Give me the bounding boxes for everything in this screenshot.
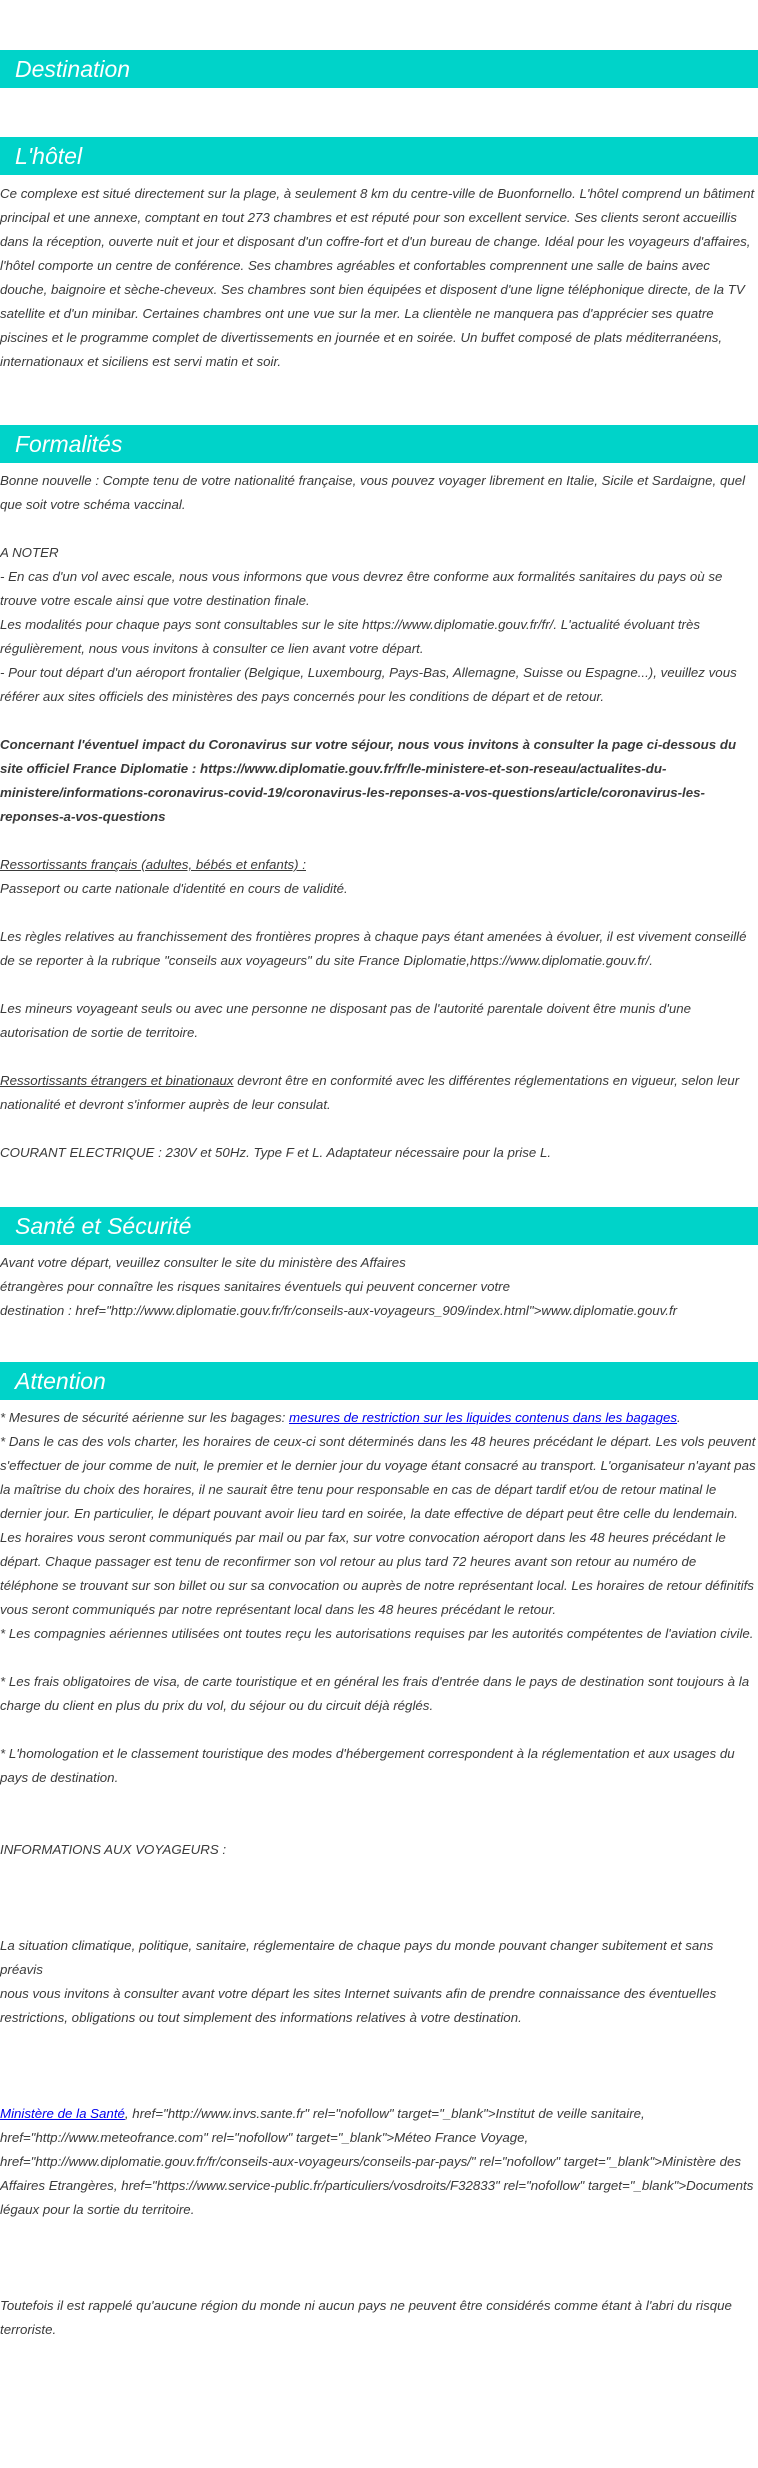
formalites-note-escale: - En cas d'un vol avec escale, nous vous informons que vous devrez être conforme aux formalités sanitaires du pays où se trouve votre escale ainsi que votre destination finale. [0,569,723,608]
sante-line-2: étrangères pour connaître les risques sanitaires éventuels qui peuvent concerner votre [0,1279,511,1294]
section-title-hotel: L'hôtel [0,137,758,175]
formalites-frontieres: Les règles relatives au franchissement des frontières propres à chaque pays étant amenées à évoluer, il est vivement conseillé de se reporter à la rubrique "conseils aux voyageurs" du site France Diplomatie,https://www.diplomatie.gouv.fr/. [0,929,747,968]
ressortissants-etrangers-text: devront être en conformité avec les différentes réglementations en vigueur, selon leur nationalité et devront s'informer auprès de leur consulat. [0,1073,740,1112]
formalites-note-aeroport: - Pour tout départ d'un aéroport frontalier (Belgique, Luxembourg, Pays-Bas, Allemagne, Suisse ou Espagne...), veuillez vous référer aux sites officiels des ministères des pays concernés pour les conditions de départ et de retour. [0,665,737,704]
mesures-restriction-link[interactable]: mesures de restriction sur les liquides contenus dans les bagages [289,1410,678,1425]
formalites-mineurs: Les mineurs voyageant seuls ou avec une personne ne disposant pas de l'autorité parentale doivent être munis d'une autorisation de sortie de territoire. [0,1001,692,1040]
attention-content [0,1406,758,2342]
mesures-securite-prefix: * Mesures de sécurité aérienne sur les bagages: [0,1410,289,1425]
attention-frais: * Les frais obligatoires de visa, de carte touristique et en général les frais d'entrée dans le pays de destination sont toujours à la charge du client en plus du prix du vol, du séjour ou du circuit déjà réglés. [0,1674,750,1713]
infos-liens-text: , href="http://www.invs.sante.fr" rel="nofollow" target="_blank">Institut de veille sanitaire, href="http://www.meteofrance.com" rel="nofollow" target="_blank">Méteo France Voyage, href="http://www.diplomatie.gouv.fr/fr/conseils-aux-voyageurs/conseils-par-pays/" rel="nofollow" target="_blank">Ministère des Affaires Etrangères, href="https://www.service-public.fr/particuliers/vosdroits/F32833" rel="nofollow" target="_blank">Documents légaux pour la sortie du territoire. [0,2106,754,2217]
ressortissants-francais-label: Ressortissants français (adultes, bébés et enfants) : [0,857,306,872]
formalites-a-noter: A NOTER [0,545,59,560]
hotel-description: Ce complexe est situé directement sur la plage, à seulement 8 km du centre-ville de Buonfornello. L'hôtel comprend un bâtiment principal et une annexe, comptant en tout 273 chambres et est réputé pour son excellent service. Ses clients seront accueillis dans la réception, ouverte nuit et jour et disposant d'un coffre-fort et d'un bureau de change. Idéal pour les voyageurs d'affaires, l'hôtel comporte un centre de conférence. Ses chambres agréables et confortables comprennent une salle de bains avec douche, baignoire et sèche-cheveux. Ses chambres sont bien équipées et disposent d'une ligne téléphonique directe, de la TV satellite et d'un minibar. Certaines chambres ont une vue sur la mer. La clientèle ne manquera pas d'apprécier ses quatre piscines et le programme complet de divertissements en journée et en soirée. Un buffet composé de plats méditerranéens, internationaux et siciliens est servi matin et soir. [0,186,755,369]
attention-terrorisme: Toutefois il est rappelé qu'aucune région du monde ni aucun pays ne peuvent être considérés comme étant à l'abri du risque terroriste. [0,2298,732,2337]
sante-line-3: destination : href="http://www.diplomatie.gouv.fr/fr/conseils-aux-voyageurs_909/index.html">www.diplomatie.gouv.fr [0,1303,678,1318]
infos-situation-1: La situation climatique, politique, sanitaire, réglementaire de chaque pays du monde pouvant changer subitement et sans préavis [0,1938,714,1977]
attention-compagnies: * Les compagnies aériennes utilisées ont toutes reçu les autorisations requises par les autorités compétentes de l'aviation civile. [0,1626,754,1641]
mesures-securite-suffix: . [677,1410,681,1425]
formalites-covid: Concernant l'éventuel impact du Coronavirus sur votre séjour, nous vous invitons à consulter la page ci-dessous du site officiel France Diplomatie : https://www.diplomatie.gouv.fr/fr/le-ministere-et-son-reseau/actualites-du-ministere/informations-coronavirus-covid-19/coronavirus-les-reponses-a-vos-questions/article/coronavirus-les-reponses-a-vos-questions [0,737,737,824]
sante-line-1: Avant votre départ, veuillez consulter le site du ministère des Affaires [0,1255,406,1270]
formalites-note-modalites: Les modalités pour chaque pays sont consultables sur le site https://www.diplomatie.gouv.fr/fr/. L'actualité évoluant très régulièrement, nous vous invitons à consulter ce lien avant votre départ. [0,617,701,656]
ressortissants-etrangers-label: Ressortissants étrangers et binationaux [0,1073,234,1088]
section-title-destination: Destination [0,50,758,88]
ministere-sante-link[interactable]: Ministère de la Santé [0,2106,125,2121]
section-title-attention: Attention [0,1362,758,1400]
formalites-intro: Bonne nouvelle : Compte tenu de votre nationalité française, vous pouvez voyager librement en Italie, Sicile et Sardaigne, quel que soit votre schéma vaccinal. [0,473,746,512]
ressortissants-francais-text: Passeport ou carte nationale d'identité en cours de validité. [0,881,348,896]
section-title-sante: Santé et Sécurité [0,1207,758,1245]
attention-homologation: * L'homologation et le classement touristique des modes d'hébergement correspondent à la réglementation et aux usages du pays de destination. [0,1746,735,1785]
infos-voyageurs-title: INFORMATIONS AUX VOYAGEURS : [0,1842,227,1857]
attention-vols-charter: * Dans le cas des vols charter, les horaires de ceux-ci sont déterminés dans les 48 heures précédant le départ. Les vols peuvent s'effectuer de jour comme de nuit, le premier et le dernier jour du voyage étant consacré au transport. L'organisateur n'ayant pas la maîtrise du choix des horaires, il ne saurait être tenu pour responsable en cas de départ tardif et/ou de retour matinal le dernier jour. En particulier, le départ pouvant avoir lieu tard en soirée, la date effective de départ peut être celle du lendemain. Les horaires vous seront communiqués par mail ou par fax, sur votre convocation aéroport dans les 48 heures précédant le départ. Chaque passager est tenu de reconfirmer son vol retour au plus tard 72 heures avant son retour au numéro de téléphone se trouvant sur son billet ou sur sa convocation ou auprès de notre représentant local. Les horaires de retour définitifs vous seront communiqués par notre représentant local dans les 48 heures précédant le retour. [0,1434,756,1617]
section-title-formalites: Formalités [0,425,758,463]
courant-electrique: COURANT ELECTRIQUE : 230V et 50Hz. Type F et L. Adaptateur nécessaire pour la prise L. [0,1145,552,1160]
formalites-content [0,469,758,1165]
infos-situation-2: nous vous invitons à consulter avant votre départ les sites Internet suivants afin de prendre connaissance des éventuelles restrictions, obligations ou tout simplement des informations relatives à votre destination. [0,1986,717,2025]
